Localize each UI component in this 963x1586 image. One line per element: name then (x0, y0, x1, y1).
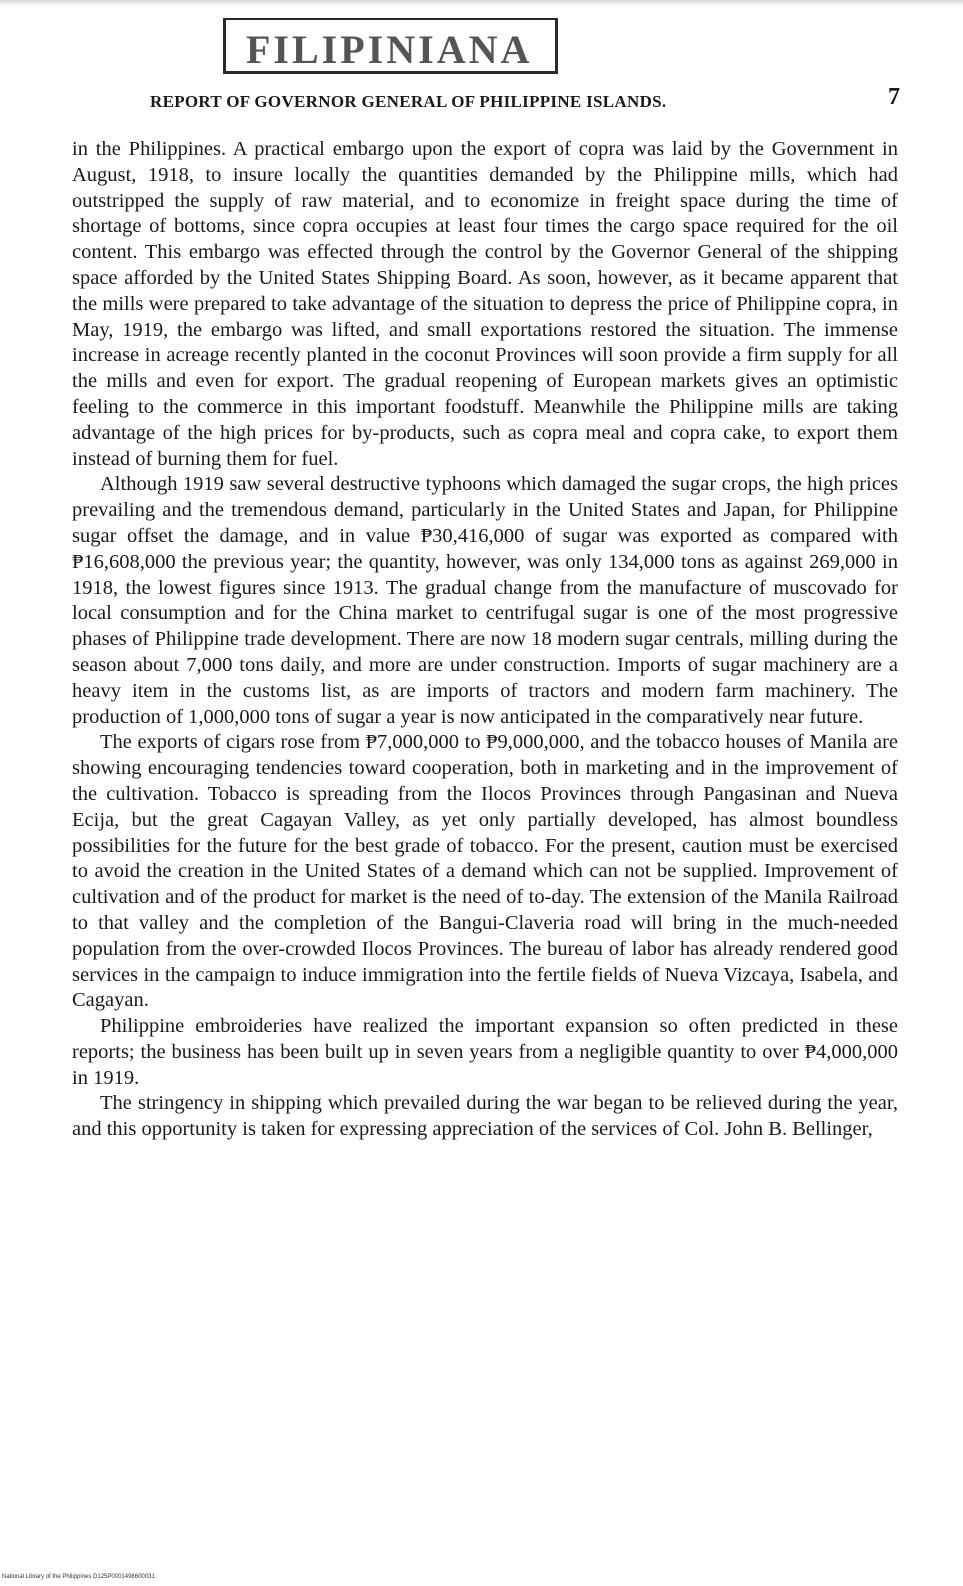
stamp-text: FILIPINIANA (246, 27, 533, 72)
running-header: REPORT OF GOVERNOR GENERAL OF PHILIPPINE ISLANDS. (150, 92, 667, 111)
page-number: 7 (888, 84, 900, 110)
paragraph-copra: in the Philippines. A practical embargo upon the export of copra was laid by the Government in August, 1918, to insure locally the quantities demanded by the Philippine mills, which had outstripped the supply of raw material, and to economize in freight space during the time of shortage of bottoms, since copra occupies at least four times the cargo space required for the oil content. This embargo was effected through the control by the Governor General of the shipping space afforded by the United States Shipping Board. As soon, however, as it became apparent that the mills were prepared to take advantage of the situation to depress the price of Philippine copra, in May, 1919, the embargo was lifted, and small exportations restored the situation. The immense increase in acreage recently planted in the coconut Provinces will soon provide a firm supply for all the mills and even for export. The gradual reopening of European markets gives an optimistic feeling to the commerce in this important foodstuff. Meanwhile the Philippine mills are taking advantage of the high prices for by-products, such as copra meal and copra cake, to export them instead of burning them for fuel. (72, 138, 898, 470)
body-text (72, 137, 898, 1143)
scan-footer: National Library of the Philippines D125P0001498600031 (2, 1574, 155, 1580)
paragraph-embroideries: Philippine embroideries have realized the important expansion so often predicted in these reports; the business has been built up in seven years from a negligible quantity to over ₱4,000,000 in 1919. (72, 1015, 898, 1089)
top-rule (0, 0, 963, 6)
filipiniana-stamp (223, 18, 558, 74)
paragraph-shipping: The stringency in shipping which prevailed during the war began to be relieved during the year, and this opportunity is taken for expressing appreciation of the services of Col. John B. Bellinger, (72, 1092, 898, 1141)
paragraph-sugar: Although 1919 saw several destructive typhoons which damaged the sugar crops, the high prices prevailing and the tremendous demand, particularly in the United States and Japan, for Philippine sugar offset the damage, and in value ₱30,416,000 of sugar was exported as compared with ₱16,608,000 the previous year; the quantity, however, was only 134,000 tons as against 269,000 in 1918, the lowest figures since 1913. The gradual change from the manufacture of muscovado for local consumption and for the China market to centrifugal sugar is one of the most progressive phases of Philippine trade development. There are now 18 modern sugar centrals, milling during the season about 7,000 tons daily, and more are under construction. Imports of sugar machinery are a heavy item in the customs list, as are imports of tractors and modern farm machinery. The production of 1,000,000 tons of sugar a year is now anticipated in the comparatively near future. (72, 473, 898, 728)
paragraph-tobacco: The exports of cigars rose from ₱7,000,000 to ₱9,000,000, and the tobacco houses of Manila are showing encouraging tendencies toward cooperation, both in marketing and in the improvement of the cultivation. Tobacco is spreading from the Ilocos Provinces through Pangasinan and Nueva Ecija, but the great Cagayan Valley, as yet only partially developed, has almost boundless possibilities for the future for the best grade of tobacco. For the present, caution must be exercised to avoid the creation in the United States of a demand which can not be supplied. Improvement of cultivation and of the product for market is the need of to-day. The extension of the Manila Railroad to that valley and the completion of the Bangui-Claveria road will bring in the much-needed population from the over-crowded Ilocos Provinces. The bureau of labor has already rendered good services in the campaign to induce immigration into the fertile fields of Nueva Vizcaya, Isabela, and Cagayan. (72, 731, 898, 1012)
